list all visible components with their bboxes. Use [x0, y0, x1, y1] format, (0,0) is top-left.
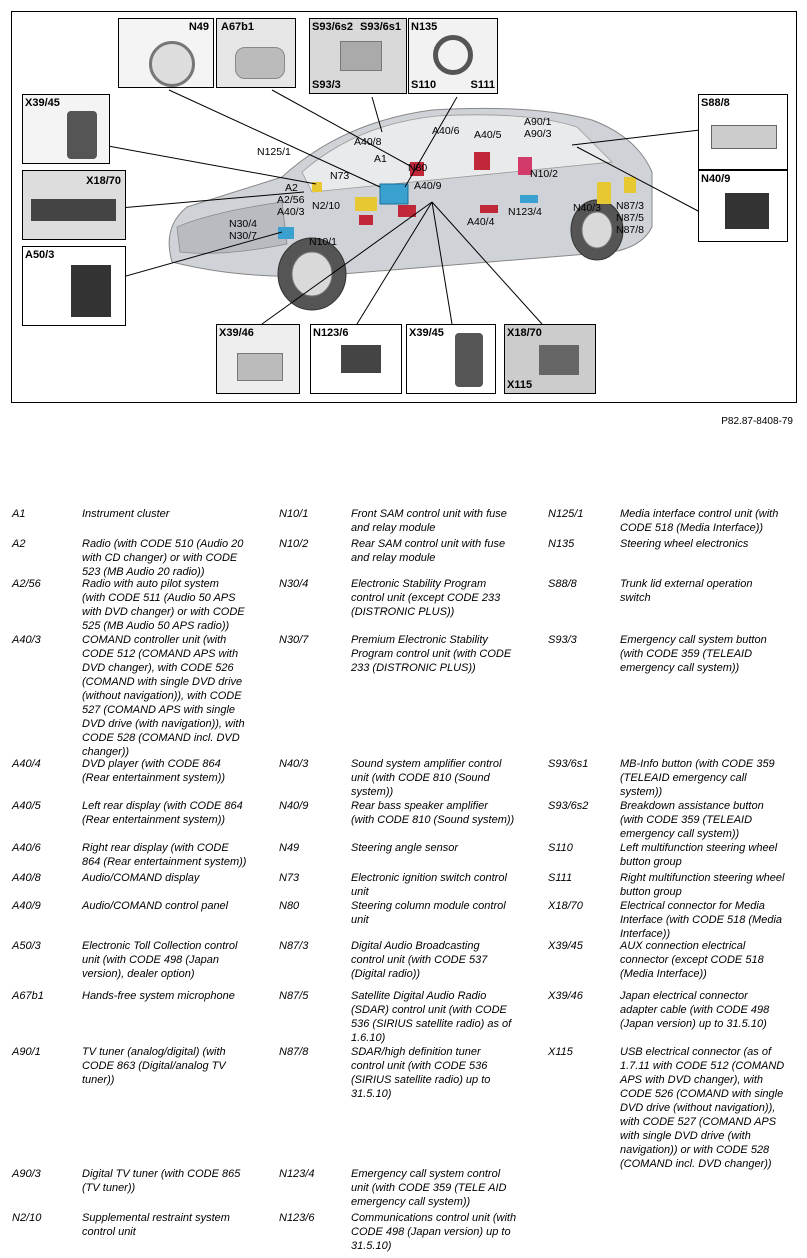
- callout-n10-1: N10/1: [309, 236, 338, 248]
- legend-description: Electronic Stability Program control unit (except CODE 233 (DISTRONIC PLUS)): [351, 578, 501, 618]
- legend-description: Steering wheel electronics: [620, 538, 749, 550]
- callout-a40-3: A40/3: [277, 206, 305, 218]
- legend-code: S93/6s2: [548, 800, 589, 812]
- callout-n30-7: N30/7: [229, 230, 258, 242]
- legend-code: N135: [548, 538, 575, 550]
- usb-connector-image: [539, 345, 579, 375]
- thumb-label: S111: [470, 79, 495, 91]
- thumb-x18-70-x115: [504, 324, 596, 394]
- legend-code: S110: [548, 842, 573, 854]
- legend-description: Right rear display (with CODE 864 (Rear entertainment system)): [82, 842, 247, 868]
- legend-description: Front SAM control unit with fuse and relay module: [351, 508, 507, 534]
- legend-description: Premium Electronic Stability Program control unit (with CODE 233 (DISTRONIC PLUS)): [351, 634, 512, 674]
- callout-a40-8: A40/8: [354, 136, 382, 148]
- legend-code: S111: [548, 872, 573, 884]
- legend-description: Audio/COMAND display: [82, 872, 200, 884]
- legend-description: Emergency call system button (with CODE 359 (TELEAID emergency call system)): [620, 634, 767, 674]
- legend-description: MB-Info button (with CODE 359 (TELEAID emergency call system)): [620, 758, 775, 798]
- legend-code: N87/8: [279, 1046, 309, 1058]
- legend-description: Digital TV tuner (with CODE 865 (TV tuner)): [82, 1168, 241, 1194]
- legend-code: S88/8: [548, 578, 577, 590]
- callout-a2: A2: [285, 182, 298, 194]
- legend-description: Radio (with CODE 510 (Audio 20 with CD changer) or with CODE 523 (MB Audio 20 radio)): [82, 538, 244, 578]
- microphone-image: [235, 47, 285, 79]
- legend-description: Sound system amplifier control unit (with CODE 810 (Sound system)): [351, 758, 502, 798]
- callout-n87-3: N87/3: [616, 200, 645, 212]
- thumb-n40-9: [698, 170, 788, 242]
- legend-code: N40/3: [279, 758, 309, 770]
- component-locator-diagram: [11, 11, 797, 403]
- legend-description: Satellite Digital Audio Radio (SDAR) control unit (with CODE 536 (SIRIUS satellite radio) as of 1.6.10): [351, 990, 512, 1044]
- legend-code: X115: [548, 1046, 573, 1058]
- thumb-label: X39/46: [219, 327, 254, 339]
- thumb-n135: [408, 18, 498, 94]
- thumb-label: N123/6: [313, 327, 349, 339]
- legend-code: A40/4: [12, 758, 41, 770]
- legend-code: A40/3: [12, 634, 41, 646]
- thumb-label: A67b1: [221, 21, 255, 33]
- legend-description: Rear bass speaker amplifier (with CODE 810 (Sound system)): [351, 800, 515, 826]
- legend-code: A1: [12, 508, 26, 520]
- thumb-x39-45-top: [22, 94, 110, 164]
- thumb-label: N40/9: [701, 173, 731, 185]
- thumb-label: S88/8: [701, 97, 730, 109]
- toll-unit-image: [71, 265, 111, 317]
- legend-code: N80: [279, 900, 300, 912]
- legend-description: Steering column module control unit: [351, 900, 506, 926]
- communications-unit-image: [341, 345, 381, 373]
- legend-description: Emergency call system control unit (with CODE 359 (TELE AID emergency call system)): [351, 1168, 507, 1208]
- bass-amplifier-image: [725, 193, 769, 229]
- legend-description: Electrical connector for Media Interface (with CODE 518 (Media Interface)): [620, 900, 783, 940]
- legend-code: N87/3: [279, 940, 309, 952]
- legend-description: Hands-free system microphone: [82, 990, 235, 1002]
- legend-description: Instrument cluster: [82, 508, 170, 520]
- legend-description: Trunk lid external operation switch: [620, 578, 753, 604]
- legend-code: N73: [279, 872, 300, 884]
- callout-n87-5: N87/5: [616, 212, 645, 224]
- legend-description: COMAND controller unit (with CODE 512 (COMAND APS with DVD changer), with CODE 526 (COMAND with single DVD drive (without navigation)), with CODE 527 (COMAND APS with single DVD drive (with navigation)), with CODE 528 (COMAND incl. DVD changer)): [82, 634, 245, 758]
- legend-code: N30/4: [279, 578, 309, 590]
- figure-reference: P82.87-8408-79: [721, 416, 793, 427]
- legend-code: N2/10: [12, 1212, 42, 1224]
- legend-code: N87/5: [279, 990, 309, 1002]
- callout-a90-1: A90/1: [524, 116, 552, 128]
- thumb-label: X39/45: [25, 97, 60, 109]
- legend-code: S93/3: [548, 634, 577, 646]
- legend-description: Left rear display (with CODE 864 (Rear entertainment system)): [82, 800, 243, 826]
- legend-description: Radio with auto pilot system (with CODE 511 (Audio 50 APS with DVD changer) or with CODE 525 (MB Audio 50 APS radio)): [82, 578, 245, 632]
- steering-angle-sensor-image: [149, 41, 195, 87]
- trunk-switch-image: [711, 125, 777, 149]
- legend-description: Left multifunction steering wheel button group: [620, 842, 778, 868]
- legend-code: N123/4: [279, 1168, 315, 1180]
- thumb-s88-8: [698, 94, 788, 170]
- legend-code: N30/7: [279, 634, 309, 646]
- media-connector-image: [31, 199, 116, 221]
- legend-code: A40/6: [12, 842, 41, 854]
- callout-n80: N80: [408, 162, 428, 174]
- legend-description: Rear SAM control unit with fuse and relay module: [351, 538, 506, 564]
- legend-description: Japan electrical connector adapter cable (with CODE 498 (Japan version) up to 31.5.10): [620, 990, 770, 1030]
- thumb-label: S93/6s2: [312, 21, 353, 33]
- thumb-label: S93/3: [312, 79, 341, 91]
- legend-code: X18/70: [548, 900, 583, 912]
- legend-code: N40/9: [279, 800, 309, 812]
- callout-a2-56: A2/56: [277, 194, 305, 206]
- callout-n87-8: N87/8: [616, 224, 645, 236]
- legend-description: Breakdown assistance button (with CODE 359 (TELEAID emergency call system)): [620, 800, 764, 840]
- adapter-cable-image: [237, 353, 283, 381]
- legend-code: A2: [12, 538, 26, 550]
- legend-description: Communications control unit (with CODE 498 (Japan version) up to 31.5.10): [351, 1212, 517, 1252]
- callout-n125-1: N125/1: [257, 146, 291, 158]
- thumb-n49: [118, 18, 214, 88]
- thumb-label: S110: [411, 79, 437, 91]
- legend-code: X39/46: [548, 990, 583, 1002]
- thumb-label: X18/70: [507, 327, 542, 339]
- thumb-label: A50/3: [25, 249, 55, 261]
- callout-a90-3: A90/3: [524, 128, 552, 140]
- legend-description: Steering angle sensor: [351, 842, 459, 854]
- legend-code: A67b1: [12, 990, 44, 1002]
- legend-description: SDAR/high definition tuner control unit (with CODE 536 (SIRIUS satellite radio) up to 31.5.10): [351, 1046, 491, 1100]
- thumb-label: N135: [411, 21, 438, 33]
- overhead-console-image: [340, 41, 382, 71]
- legend-description: Digital Audio Broadcasting control unit (with CODE 537 (Digital radio)): [351, 940, 488, 980]
- legend-description: Media interface control unit (with CODE 518 (Media Interface)): [620, 508, 779, 534]
- legend-code: N10/2: [279, 538, 309, 550]
- callout-a40-4: A40/4: [467, 216, 495, 228]
- callout-n10-2: N10/2: [530, 168, 559, 180]
- legend-code: X39/45: [548, 940, 583, 952]
- legend-code: A40/9: [12, 900, 41, 912]
- legend-description: Audio/COMAND control panel: [82, 900, 229, 912]
- legend-description: AUX connection electrical connector (except CODE 518 (Media Interface)): [620, 940, 764, 980]
- legend-code: N10/1: [279, 508, 309, 520]
- legend-code: N49: [279, 842, 300, 854]
- thumb-s93: [309, 18, 407, 94]
- thumb-label: S93/6s1: [360, 21, 401, 33]
- aux-connector-image: [455, 333, 483, 387]
- legend-code: A50/3: [12, 940, 41, 952]
- callout-n123-4: N123/4: [508, 206, 542, 218]
- legend-description: USB electrical connector (as of 1.7.11 with CODE 512 (COMAND APS with DVD changer), with CODE 526 (COMAND with single DVD drive (without navigation)), with CODE 527 (COMAND APS with single DVD drive (with navigation)) or with CODE 528 (COMAND incl. DVD changer)): [620, 1046, 785, 1170]
- thumb-label: X18/70: [86, 175, 121, 187]
- callout-n40-3: N40/3: [573, 202, 602, 214]
- callout-a40-9: A40/9: [414, 180, 442, 192]
- aux-connector-image: [67, 111, 97, 159]
- legend-code: A90/3: [12, 1168, 41, 1180]
- legend-description: Right multifunction steering wheel button group: [620, 872, 785, 898]
- legend-description: TV tuner (analog/digital) (with CODE 863 (Digital/analog TV tuner)): [82, 1046, 226, 1086]
- legend-description: DVD player (with CODE 864 (Rear entertainment system)): [82, 758, 226, 784]
- callout-a40-6: A40/6: [432, 125, 460, 137]
- thumb-label: X39/45: [409, 327, 444, 339]
- legend-code: N125/1: [548, 508, 584, 520]
- legend-code: S93/6s1: [548, 758, 589, 770]
- callout-a1: A1: [374, 153, 387, 165]
- thumb-n123-6: [310, 324, 402, 394]
- steering-wheel-image: [433, 35, 473, 75]
- legend-code: A2/56: [12, 578, 41, 590]
- thumb-x18-70-left: [22, 170, 126, 240]
- legend-description: Electronic Toll Collection control unit (with CODE 498 (Japan version), dealer option): [82, 940, 238, 980]
- legend-description: Electronic ignition switch control unit: [351, 872, 507, 898]
- thumb-x39-46: [216, 324, 300, 394]
- thumb-label: N49: [188, 21, 209, 33]
- legend-code: A40/5: [12, 800, 41, 812]
- legend-code: A90/1: [12, 1046, 41, 1058]
- callout-n30-4: N30/4: [229, 218, 258, 230]
- legend-code: N123/6: [279, 1212, 315, 1224]
- legend-description: Supplemental restraint system control unit: [82, 1212, 230, 1238]
- callout-n73: N73: [330, 170, 350, 182]
- thumb-x39-45-bottom: [406, 324, 496, 394]
- callout-a40-5: A40/5: [474, 129, 502, 141]
- thumb-a67b1: [216, 18, 296, 88]
- legend-code: A40/8: [12, 872, 41, 884]
- thumb-label: X115: [507, 379, 533, 391]
- thumb-a50-3: [22, 246, 126, 326]
- callout-n2-10: N2/10: [312, 200, 341, 212]
